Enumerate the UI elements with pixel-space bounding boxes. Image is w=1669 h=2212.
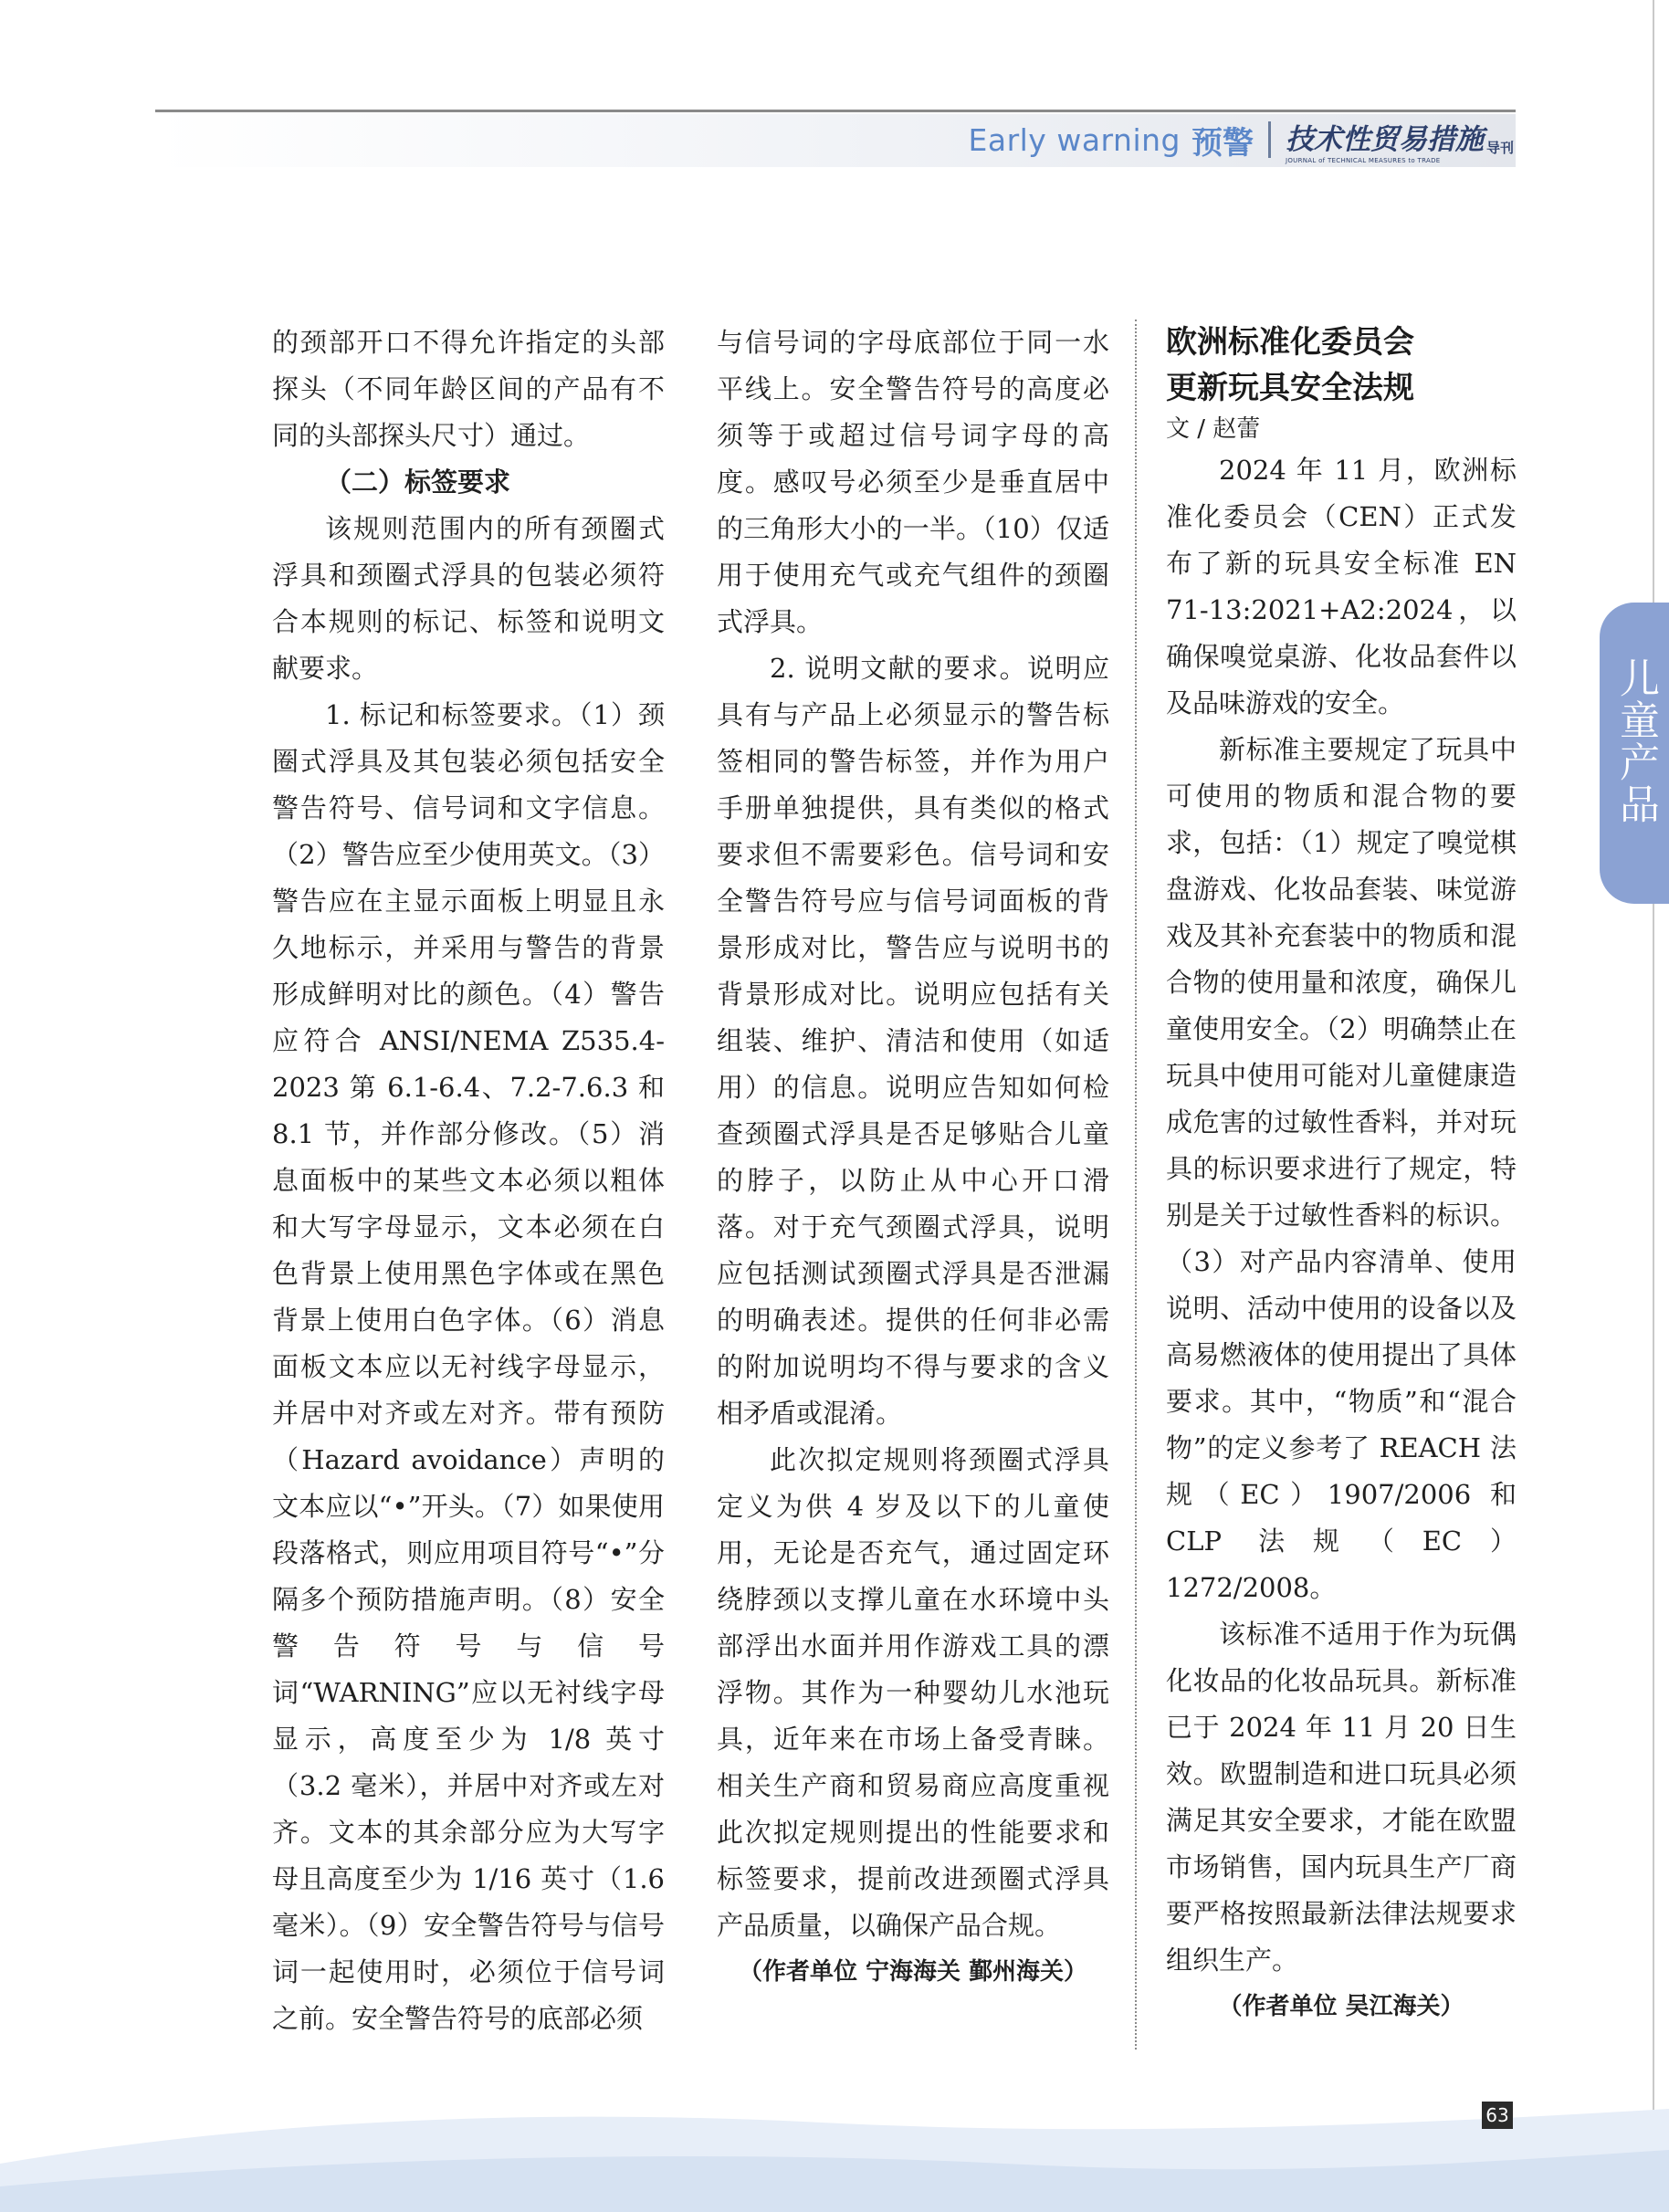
journal-name-suffix: 导刊 [1485, 139, 1514, 156]
footer-wave [0, 2100, 1669, 2212]
header-divider [1268, 121, 1271, 158]
column-left [272, 320, 665, 2042]
paragraph: 新标准主要规定了玩具中可使用的物质和混合物的要求，包括：（1）规定了嗅觉棋盘游戏、化妆品套装、味觉游戏及其补充套装中的物质和混合物的使用量和浓度，确保儿童使用安全。（2）明确禁止在玩具中使用可能对儿童健康造成危害的过敏性香料，并对玩具的标识要求进行了规定，特别是关于过敏性香料的标识。（3）对产品内容清单、使用说明、活动中使用的设备以及高易燃液体的使用提出了具体要求。其中，“物质”和“混合物”的定义参考了 REACH 法规（EC）1907/2006 和 CLP 法规（EC）1272/2008。 [1166, 734, 1517, 1603]
header-section-en: Early warning [968, 121, 1181, 158]
section-tab-label: 儿童产品 [1612, 657, 1659, 825]
header-section-cn: 预警 [1191, 124, 1254, 162]
author-affiliation: （作者单位 吴江海关） [1218, 1993, 1464, 2020]
paragraph: 该规则范围内的所有颈圈式浮具和颈圈式浮具的包装必须符合本规则的标记、标签和说明文献要求。 [272, 513, 665, 684]
journal-logo [1286, 116, 1514, 164]
section-heading: （二）标签要求 [325, 467, 511, 498]
author-affiliation: （作者单位 宁海海关 鄞州海关） [738, 1958, 1088, 1986]
column-divider [1135, 320, 1137, 2050]
page-fold-line [1653, 0, 1654, 2212]
page-number: 63 [1482, 2102, 1513, 2129]
article-title-line2: 更新玩具安全法规 [1166, 370, 1414, 406]
journal-name: 技术性贸易措施 [1285, 122, 1484, 156]
article-byline: 文 / 赵蕾 [1166, 415, 1261, 443]
paragraph: 该标准不适用于作为玩偶化妆品的化妆品玩具。新标准已于 2024 年 11 月 20 日生效。欧盟制造和进口玩具必须满足其安全要求，才能在欧盟市场销售，国内玩具生产厂商要严格按照最新法律法规要求组织生产。 [1166, 1619, 1517, 1976]
journal-name-en: JOURNAL of TECHNICAL MEASURES to TRADE [1285, 156, 1441, 164]
paragraph: 1. 标记和标签要求。（1）颈圈式浮具及其包装必须包括安全警告符号、信号词和文字信息。（2）警告应至少使用英文。（3）警告应在主显示面板上明显且永久地标示，并采用与警告的背景形成鲜明对比的颜色。（4）警告应符合 ANSI/NEMA Z535.4-2023 第 6.1-6.4、7.2-7.6.3 和 8.1 节，并作部分修改。（5）消息面板中的某些文本必须以粗体和大写字母显示，文本必须在白色背景上使用黑色字体或在黑色背景上使用白色字体。（6）消息面板文本应以无衬线字母显示，并居中对齐或左对齐。带有预防（Hazard avoidance）声明的文本应以“•”开头。（7）如果使用段落格式，则应用项目符号“•”分隔多个预防措施声明。（8）安全警告符号与信号词“WARNING”应以无衬线字母显示，高度至少为 1/8 英寸（3.2 毫米），并居中对齐或左对齐。文本的其余部分应为大写字母且高度至少为 1/16 英寸（1.6 毫米）。（9）安全警告符号与信号词一起使用时，必须位于信号词之前。安全警告符号的底部必须 [272, 699, 665, 2034]
paragraph: 与信号词的字母底部位于同一水平线上。安全警告符号的高度必须等于或超过信号词字母的高度。感叹号必须至少是垂直居中的三角形大小的一半。（10）仅适用于使用充气或充气组件的颈圈式浮具。 [717, 327, 1109, 637]
paragraph: 2024 年 11 月，欧洲标准化委员会（CEN）正式发布了新的玩具安全标准 EN 71-13:2021+A2:2024，以确保嗅觉桌游、化妆品套件以及品味游戏的安全。 [1166, 455, 1517, 718]
paragraph: 此次拟定规则将颈圈式浮具定义为供 4 岁及以下的儿童使用，无论是否充气，通过固定环绕脖颈以支撑儿童在水环境中头部浮出水面并用作游戏工具的漂浮物。其作为一种婴幼儿水池玩具，近年来在市场上备受青睐。相关生产商和贸易商应高度重视此次拟定规则提出的性能要求和标签要求，提前改进颈圈式浮具产品质量，以确保产品合规。 [717, 1444, 1109, 1941]
article-title: 欧洲标准化委员会 [1166, 324, 1414, 361]
column-right [1166, 320, 1517, 2030]
running-header [968, 119, 1515, 164]
header-rule [155, 110, 1516, 112]
paragraph: 2. 说明文献的要求。说明应具有与产品上必须显示的警告标签相同的警告标签，并作为用户手册单独提供，具有类似的格式要求但不需要彩色。信号词和安全警告符号应与信号词面板的背景形成对比，警告应与说明书的背景形成对比。说明应包括有关组装、维护、清洁和使用（如适用）的信息。说明应告知如何检查颈圈式浮具是否足够贴合儿童的脖子，以防止从中心开口滑落。对于充气颈圈式浮具，说明应包括测试颈圈式浮具是否泄漏的明确表述。提供的任何非必需的附加说明均不得与要求的含义相矛盾或混淆。 [717, 653, 1109, 1429]
paragraph: 的颈部开口不得允许指定的头部探头（不同年龄区间的产品有不同的头部探头尺寸）通过。 [272, 327, 665, 451]
column-middle [717, 320, 1109, 1996]
